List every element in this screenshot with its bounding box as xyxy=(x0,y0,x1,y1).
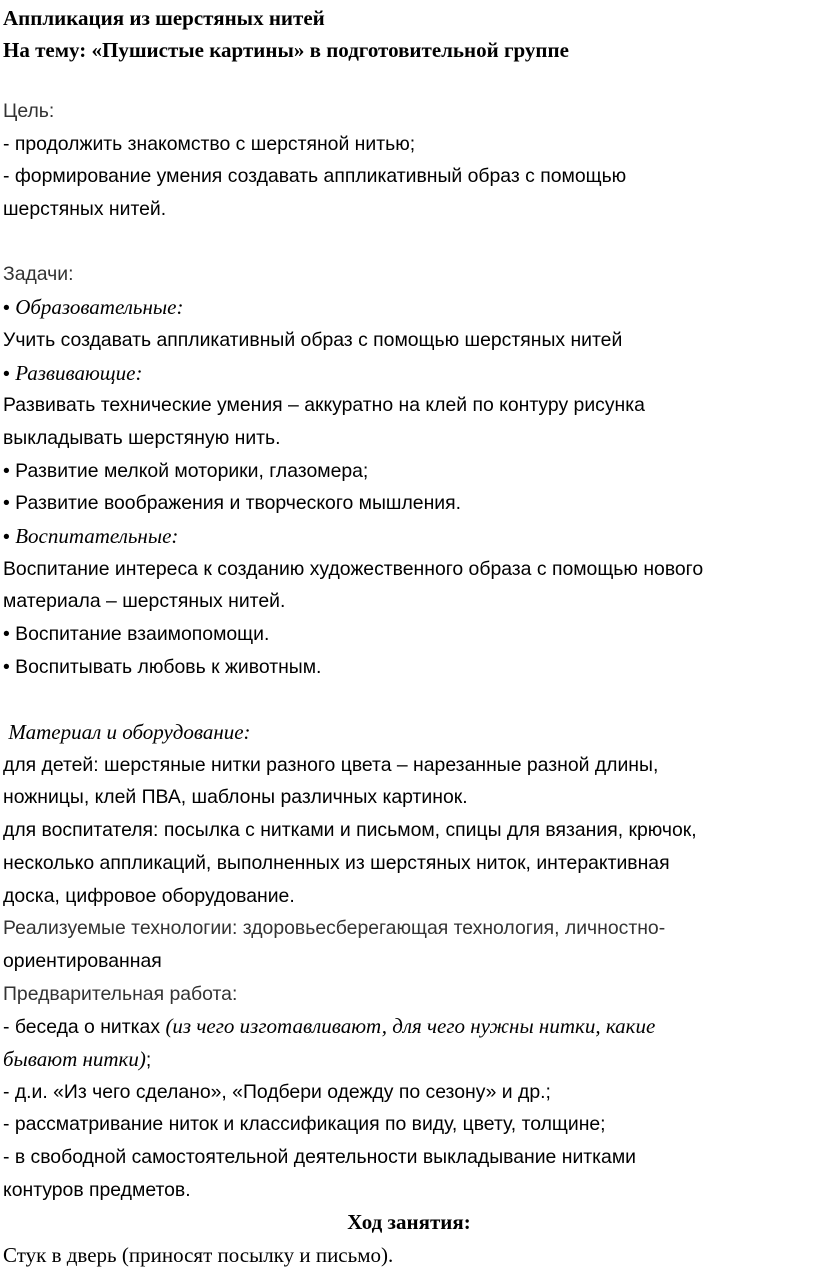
upbringing-line: • Воспитание взаимопомощи. xyxy=(3,623,270,645)
spacer xyxy=(3,226,815,259)
spacer xyxy=(3,683,815,716)
bullet: • xyxy=(3,525,10,548)
lesson-first-line: Стук в дверь (приносят посылку и письмо). xyxy=(3,1243,394,1268)
lesson-heading: Ход занятия: xyxy=(347,1210,471,1235)
educational-label: Образовательные: xyxy=(15,295,184,320)
goal-item: - продолжить знакомство с шерстяной нитью; xyxy=(3,132,416,155)
goal-item: - формирование умения создавать аппликативный образ с помощью xyxy=(3,165,627,188)
tasks-upbringing-label xyxy=(3,520,815,553)
tasks-educational-label xyxy=(3,291,815,324)
materials-line: для воспитателя: посылка с нитками и письмом, спицы для вязания, крючок, xyxy=(3,819,697,842)
upbringing-line: Воспитание интереса к созданию художественного образа с помощью нового xyxy=(3,557,704,580)
developing-label: Развивающие: xyxy=(15,360,143,385)
tasks-heading: Задачи: xyxy=(3,263,74,286)
materials-heading-line xyxy=(3,716,815,749)
tasks-developing-label xyxy=(3,357,815,390)
prep-item-italic-cont: бывают нитки) xyxy=(3,1046,146,1071)
bullet: • xyxy=(3,297,10,320)
document-body xyxy=(3,95,815,1272)
prep-item-suffix: ; xyxy=(145,1048,152,1071)
materials-line: ножницы, клей ПВА, шаблоны различных картинок. xyxy=(3,786,468,809)
upbringing-line: • Воспитывать любовь к животным. xyxy=(3,655,322,678)
prep-item xyxy=(3,1010,815,1043)
prep-item: - д.и. «Из чего сделано», «Подбери одежду по сезону» и др.; xyxy=(3,1080,551,1103)
prep-item: - рассматривание ниток и классификация по виду, цвету, толщине; xyxy=(3,1113,606,1136)
technologies-text: Реализуемые технологии: здоровьесберегающая технология, личностно- xyxy=(3,917,666,940)
developing-line: Развивать технические умения – аккуратно на клей по контуру рисунка xyxy=(3,394,645,417)
materials-line: для детей: шерстяные нитки разного цвета – нарезанные разной длины, xyxy=(3,753,659,776)
goal-heading: Цель: xyxy=(3,100,55,122)
materials-line: доска, цифровое оборудование. xyxy=(3,884,295,907)
prep-item-italic: (из чего изготавливают, для чего нужны нитки, какие xyxy=(165,1014,656,1039)
materials-line: несколько аппликаций, выполненных из шерстяных ниток, интерактивная xyxy=(3,851,670,874)
developing-line: • Развитие воображения и творческого мышления. xyxy=(3,492,462,515)
prep-item-cont xyxy=(3,1043,815,1076)
prep-item-prefix: - беседа о нитках xyxy=(3,1016,166,1039)
upbringing-label: Воспитательные: xyxy=(15,523,179,548)
document-subtitle: На тему: «Пушистые картины» в подготовительной группе xyxy=(3,38,569,62)
prep-item: - в свободной самостоятельной деятельности выкладывание нитками xyxy=(3,1146,637,1168)
goal-item: шерстяных нитей. xyxy=(3,198,167,221)
developing-line: выкладывать шерстяную нить. xyxy=(3,426,281,449)
upbringing-line: материала – шерстяных нитей. xyxy=(3,590,286,613)
technologies-line-2: ориентированная xyxy=(3,949,162,972)
prep-heading: Предварительная работа: xyxy=(3,982,238,1005)
tasks-educational-text: Учить создавать аппликативный образ с помощью шерстяных нитей xyxy=(3,328,623,351)
developing-line: • Развитие мелкой моторики, глазомера; xyxy=(3,459,369,482)
materials-heading: Материал и оборудование: xyxy=(8,720,251,745)
technologies-line xyxy=(3,912,815,945)
bullet: • xyxy=(3,362,10,385)
prep-item: контуров предметов. xyxy=(3,1178,191,1201)
document-title: Аппликация из шерстяных нитей xyxy=(3,6,325,30)
